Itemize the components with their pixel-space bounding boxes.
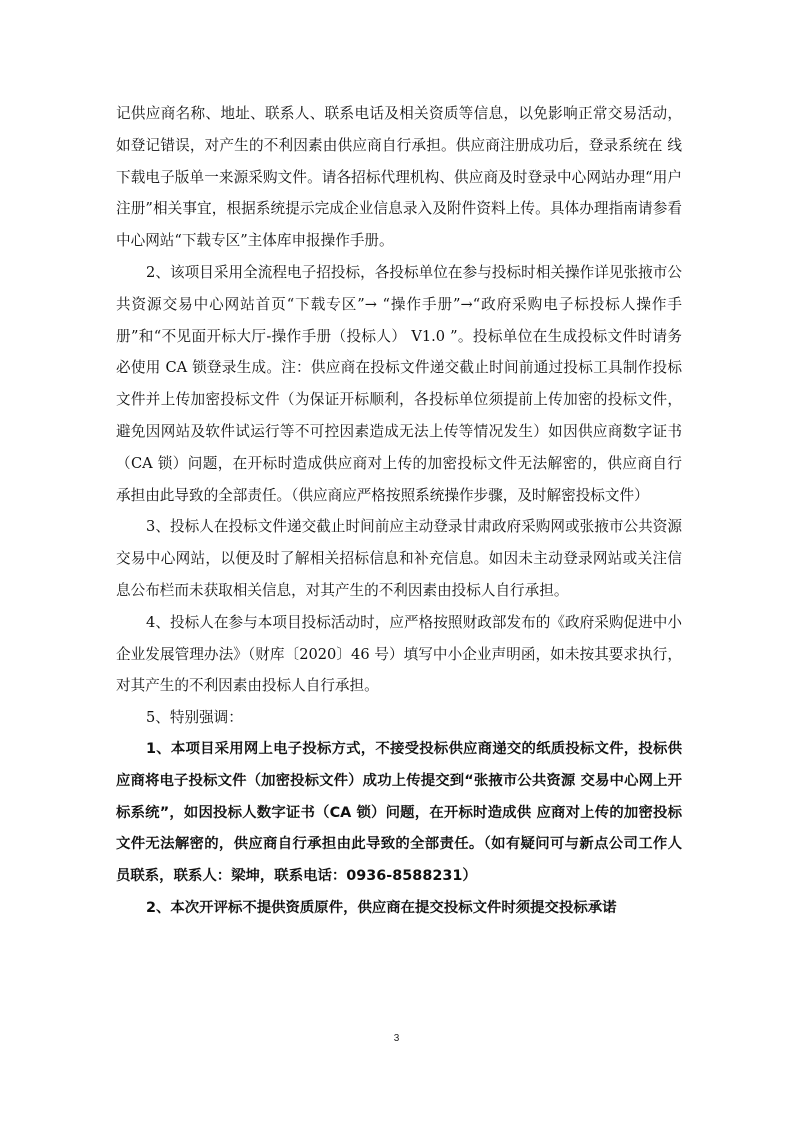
paragraph-item-3-login-notice: 3、投标人在投标文件递交截止时间前应主动登录甘肃政府采购网或张掖市公共资源交易中心网站，以便及时了解相关招标信息和补充信息。如因未主动登录网站或关注信息公布栏而未获取相关信息，对其产生的不利因素由投标人自行承担。 — [116, 518, 682, 599]
page-number: 3 — [393, 1033, 400, 1044]
paragraph-emphasis-2-no-originals: 2、本次开评标不提供资质原件，供应商在提交投标文件时须提交投标承诺 — [146, 899, 617, 916]
paragraph-registration: 记供应商名称、地址、联系人、联系电话及相关资质等信息，以免影响正常交易活动，如登记错误，对产生的不利因素由供应商自行承担。供应商注册成功后，登录系统在 线下载电子版单一来源采购文件。请各招标代理机构、供应商及时登录中心网站办理“用户注册”相关事宜，根据系统提示完成企业信息录入及附件资料上传。具体办理指南请参看中心网站“下载专区”主体库申报操作手册。 — [116, 105, 682, 250]
paragraph-item-5-special-emphasis: 5、特别强调： — [146, 709, 243, 727]
paragraph-emphasis-1-online-bidding: 1、本项目采用网上电子投标方式，不接受投标供应商递交的纸质投标文件，投标供应商将电子投标文件（加密投标文件）成功上传提交到“张掖市公共资源 交易中心网上开标系统”，如因投标人数字证书（CA 锁）问题，在开标时造成供 应商对上传的加密投标文件无法解密的，供应商自行承担由此导致的全部责任。（如有疑问可与新点公司工作人员联系，联系人：梁坤，联系电话：0936-8588231） — [116, 740, 682, 885]
paragraph-item-2-electronic-bidding: 2、该项目采用全流程电子招投标，各投标单位在参与投标时相关操作详见张掖市公共资源交易中心网站首页“下载专区”→ “操作手册”→“政府采购电子标投标人操作手册”和“不见面开标大厅-操作手册（投标人） V1.0 ”。投标单位在生成投标文件时请务必使用 CA 锁登录生成。注：供应商在投标文件递交截止时间前通过投标工具制作投标文件并上传加密投标文件（为保证开标顺利，各投标单位须提前上传加密的投标文件， 避免因网站及软件试运行等不可控因素造成无法上传等情况发生）如因供应商数字证书（CA 锁）问题，在开标时造成供应商对上传的加密投标文件无法解密的，供应商自行承担由此导致的全部责任。（供应商应严格按照系统操作步骤，及时解密投标文件） — [116, 263, 682, 504]
document-body — [116, 98, 682, 925]
paragraph-item-4-sme-declaration: 4、投标人在参与本项目投标活动时，应严格按照财政部发布的《政府采购促进中小企业发展管理办法》（财库〔2020〕46 号）填写中小企业声明函，如未按其要求执行，对其产生的不利因素由投标人自行承担。 — [116, 613, 682, 695]
